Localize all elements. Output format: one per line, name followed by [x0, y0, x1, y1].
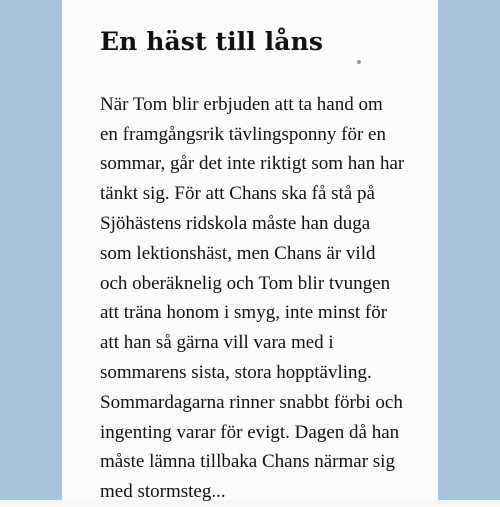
right-blue-border — [438, 0, 500, 500]
text-panel — [62, 0, 438, 503]
description-line: ingenting varar för evigt. Dagen då han — [100, 421, 400, 443]
description-line: sommar, går det inte riktigt som han har — [100, 153, 405, 175]
left-blue-border — [0, 0, 62, 500]
description-line: Sommardagarna rinner snabbt förbi och — [100, 391, 403, 413]
description-line: tänkt sig. För att Chans ska få stå på — [100, 183, 375, 205]
description-line: som lektionshäst, men Chans är vild — [100, 242, 376, 264]
description-line: måste lämna tillbaka Chans närmar sig — [100, 451, 395, 473]
description-line: att han så gärna vill vara med i — [100, 332, 334, 354]
description-line: och oberäknelig och Tom blir tvungen — [100, 272, 391, 294]
description-line: sommarens sista, stora hopptävling. — [100, 361, 372, 383]
description-line: en framgångsrik tävlingsponny för en — [100, 123, 386, 145]
description-line: med stormsteg... — [100, 481, 226, 503]
print-speck — [357, 60, 361, 64]
book-description — [100, 90, 405, 507]
description-line: att träna honom i smyg, inte minst för — [100, 302, 388, 324]
description-line: Sjöhästens ridskola måste han duga — [100, 212, 371, 234]
book-title: En häst till låns — [100, 27, 324, 56]
description-line: När Tom blir erbjuden att ta hand om — [100, 93, 383, 115]
